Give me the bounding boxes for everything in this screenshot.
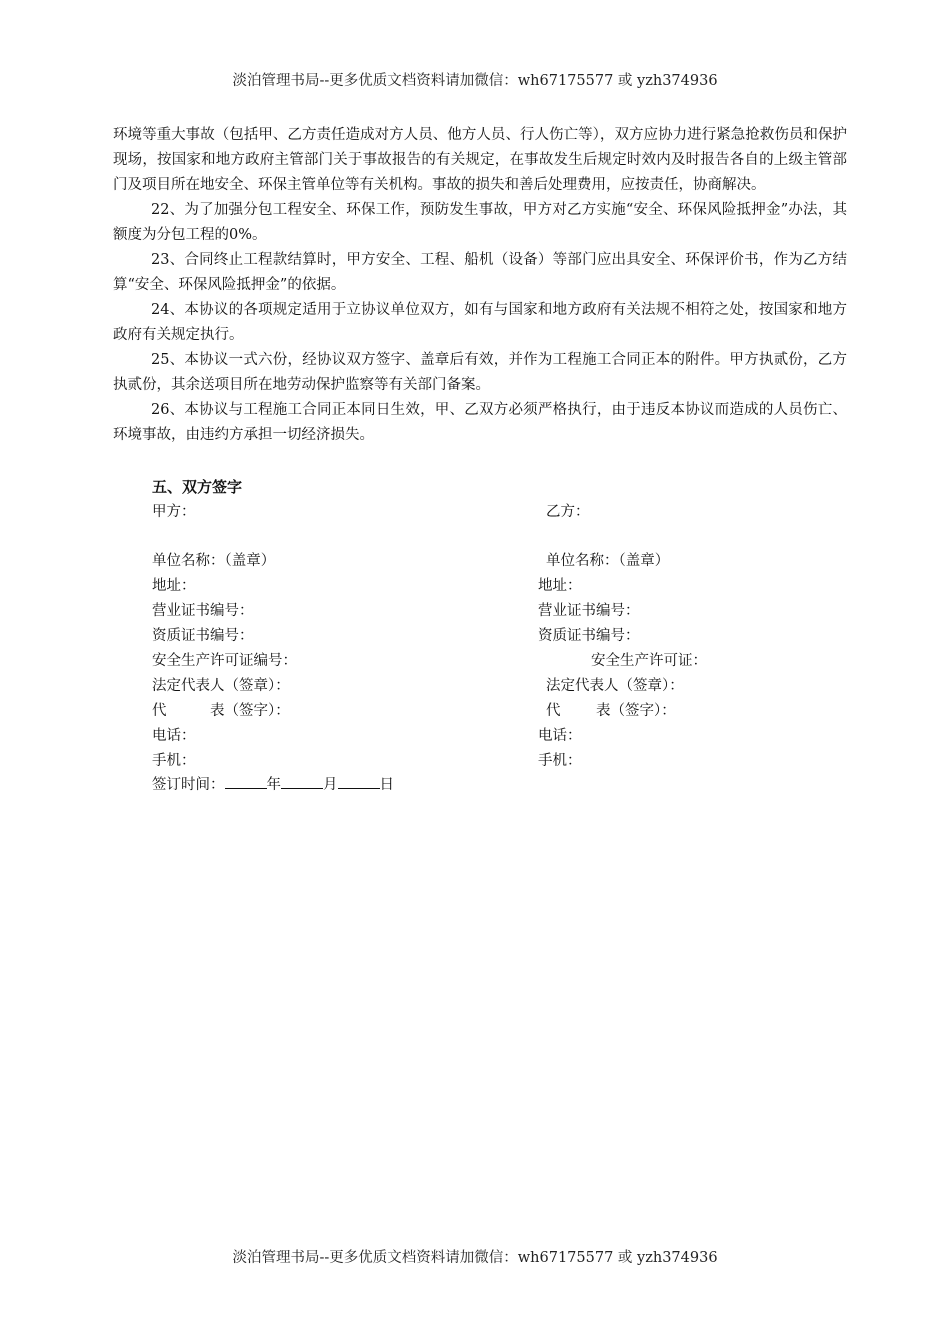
party-b-title: 乙方： bbox=[546, 504, 590, 520]
month-label: 月 bbox=[323, 777, 338, 793]
party-a-unit-name: 单位名称：（盖章） bbox=[152, 553, 276, 569]
page-header: 淡泊管理书局--更多优质文档资料请加微信：wh67175577 或 yzh374936 bbox=[232, 73, 718, 89]
party-a-safety-permit: 安全生产许可证编号： bbox=[152, 653, 297, 669]
party-b-safety-permit: 安全生产许可证： bbox=[591, 653, 707, 669]
year-blank bbox=[225, 774, 267, 789]
party-b-rep-char: 代 bbox=[546, 703, 561, 719]
clause-25: 25、本协议一式六份，经协议双方签字、盖章后有效，并作为工程施工合同正本的附件。甲方执贰份，乙方执贰份，其余送项目所在地劳动保护监察等有关部门备案。 bbox=[113, 352, 847, 393]
party-a-qualification: 资质证书编号： bbox=[152, 628, 254, 644]
party-b-mobile: 手机： bbox=[538, 753, 582, 769]
party-b-rep-rest: 表（签字）： bbox=[596, 703, 676, 719]
party-a-address: 地址： bbox=[152, 578, 196, 594]
day-blank bbox=[338, 774, 380, 789]
clause-22: 22、为了加强分包工程安全、环保工作，预防发生事故，甲方对乙方实施“安全、环保风险抵押金”办法，其额度为分包工程的0%。 bbox=[113, 202, 847, 243]
page-footer: 淡泊管理书局--更多优质文档资料请加微信：wh67175577 或 yzh374936 bbox=[232, 1250, 718, 1266]
party-b-business-license: 营业证书编号： bbox=[538, 603, 640, 619]
party-a-legal-rep: 法定代表人（签章）： bbox=[152, 678, 290, 694]
party-b-address: 地址： bbox=[538, 578, 582, 594]
section-title-signatures: 五、双方签字 bbox=[152, 478, 243, 496]
party-a-representative bbox=[152, 699, 290, 724]
clause-23: 23、合同终止工程款结算时，甲方安全、工程、船机（设备）等部门应出具安全、环保评价书，作为乙方结算“安全、环保风险抵押金”的依据。 bbox=[113, 252, 847, 293]
party-a-business-license: 营业证书编号： bbox=[152, 603, 254, 619]
contract-body bbox=[113, 123, 847, 448]
year-label: 年 bbox=[266, 777, 281, 793]
party-a-rep-rest: 表（签字）： bbox=[210, 703, 290, 719]
party-a-rep-char: 代 bbox=[152, 703, 167, 719]
clause-24: 24、本协议的各项规定适用于立协议单位双方，如有与国家和地方政府有关法规不相符之处，按国家和地方政府有关规定执行。 bbox=[113, 302, 847, 343]
party-b-unit-name: 单位名称：（盖章） bbox=[546, 553, 670, 569]
party-b-qualification: 资质证书编号： bbox=[538, 628, 640, 644]
party-b-phone: 电话： bbox=[538, 728, 582, 744]
clause-26: 26、本协议与工程施工合同正本同日生效，甲、乙双方必须严格执行，由于违反本协议而造成的人员伤亡、环境事故，由违约方承担一切经济损失。 bbox=[113, 402, 847, 443]
party-b-representative bbox=[546, 699, 676, 724]
month-blank bbox=[281, 774, 323, 789]
party-b-legal-rep: 法定代表人（签章）： bbox=[546, 678, 684, 694]
party-a-phone: 电话： bbox=[152, 728, 196, 744]
paragraph-continuation: 环境等重大事故（包括甲、乙方责任造成对方人员、他方人员、行人伤亡等），双方应协力进行紧急抢救伤员和保护现场，按国家和地方政府主管部门关于事故报告的有关规定，在事故发生后规定时效内及时报告各自的上级主管部门及项目所在地安全、环保主管单位等有关机构。事故的损失和善后处理费用，应按责任，协商解决。 bbox=[113, 127, 847, 193]
signing-date-label: 签订时间： bbox=[152, 777, 225, 793]
day-label: 日 bbox=[379, 777, 394, 793]
party-a-mobile: 手机： bbox=[152, 753, 196, 769]
party-a-title: 甲方： bbox=[152, 504, 196, 520]
signing-date bbox=[152, 773, 394, 798]
